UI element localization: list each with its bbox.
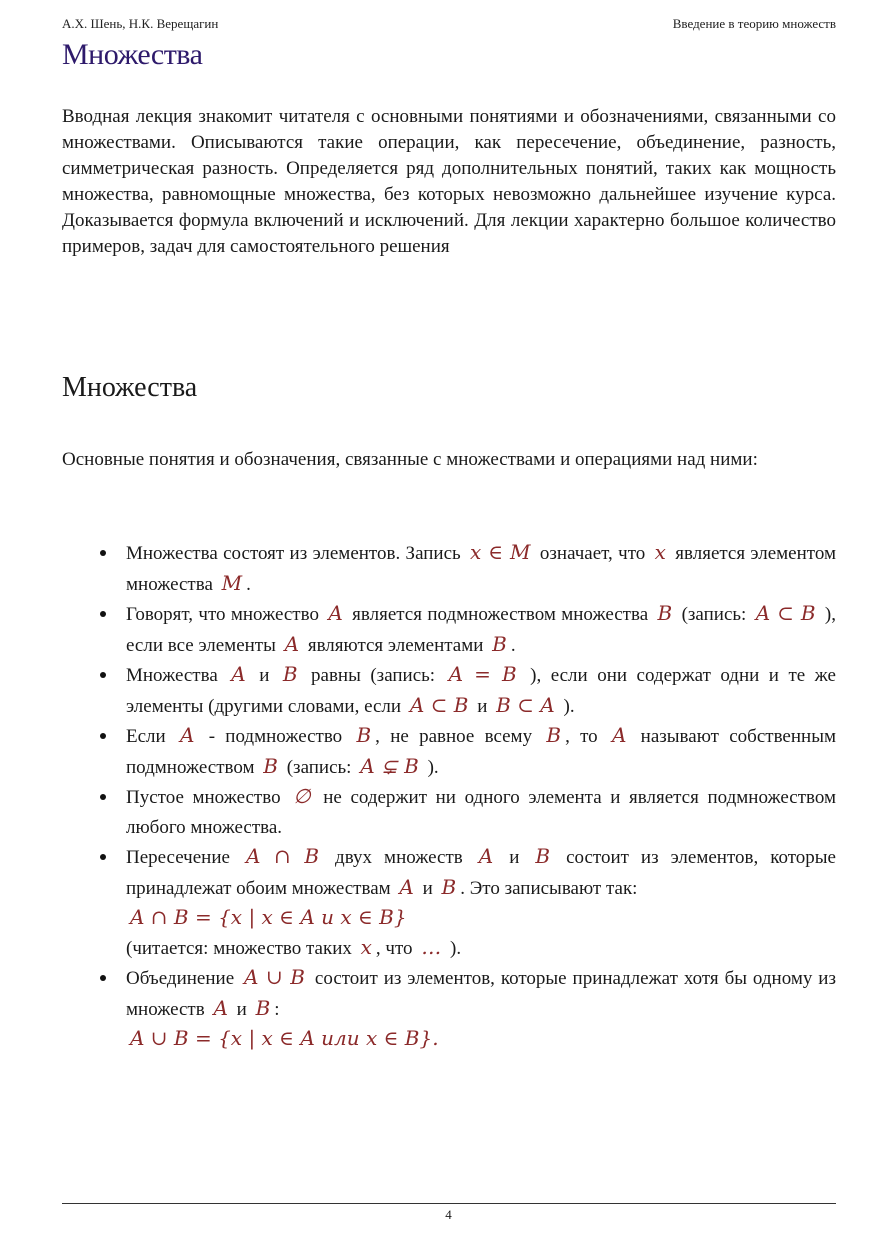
math-formula: B: [657, 601, 673, 625]
item-text: равны (запись:: [301, 665, 445, 686]
item-text: Объединение: [126, 968, 241, 989]
footer-divider: [62, 1203, 836, 1204]
list-item: [126, 599, 836, 660]
item-text: ).: [422, 756, 439, 778]
math-formula: A ⊂ B: [409, 692, 469, 717]
item-text: , то: [565, 726, 608, 747]
item-text: является подмножеством множества: [346, 604, 654, 625]
math-formula: …: [421, 934, 442, 959]
item-text: (читается: множество таких: [126, 937, 357, 959]
math-formula: B: [356, 723, 372, 747]
math-formula: B ⊂ A: [496, 692, 555, 717]
math-formula: A: [213, 995, 228, 1020]
item-text: и: [249, 665, 279, 686]
running-header: [62, 16, 836, 32]
item-text: означает, что: [534, 543, 651, 564]
page-title: Множества: [62, 38, 203, 71]
math-formula: x: [360, 934, 372, 959]
item-text: не содержит ни одного элемента и является подмножеством любого множества.: [126, 787, 836, 838]
list-item: [126, 842, 836, 963]
item-text: состоит из элементов, которые принадлежат обоим множествам: [126, 847, 836, 899]
item-text: . Это записывают так:: [460, 877, 638, 899]
math-formula: A: [478, 844, 494, 868]
math-formula: B: [255, 995, 271, 1020]
page-number: 4: [445, 1207, 452, 1222]
definitions-list: [62, 538, 836, 1054]
item-text: ).: [558, 695, 575, 717]
item-text: называют собственным подмножеством: [126, 726, 836, 778]
item-text: (запись:: [281, 756, 357, 778]
item-text: является элементом множества: [126, 543, 837, 595]
item-text: :: [274, 998, 280, 1020]
math-formula: A: [284, 631, 300, 656]
math-formula: A ∪ B: [244, 965, 305, 989]
list-item: [126, 660, 836, 721]
math-formula: x ∈ M: [470, 540, 531, 564]
math-display-formula: A ∪ B = {x | x ∈ A или x ∈ B}.: [130, 1026, 439, 1050]
intro-paragraph: Вводная лекция знакомит читателя с основными понятиями и обозначениями, связанными со множествами. Описываются такие операции, как пересечение, объединение, разность, симметрическая разность. Определяется ряд дополнительных понятий, таких как мощность множества, равномощные множества, без которых невозможно дальнейшее изучение курса. Доказывается формула включений и исключений. Для лекции характерно большое количество примеров, задач для самостоятельного решения: [62, 106, 836, 257]
math-formula: A: [611, 723, 627, 747]
math-formula: A: [399, 874, 414, 899]
item-text: и: [472, 695, 493, 717]
header-course: Введение в теорию множеств: [672, 16, 836, 31]
math-formula: B: [546, 723, 562, 747]
math-formula: M: [221, 570, 243, 595]
item-text: Пустое множество: [126, 787, 290, 808]
item-text: (запись:: [676, 604, 752, 625]
math-formula: B: [263, 753, 278, 778]
item-text: состоит из элементов, которые принадлежат хотя бы одному из множеств: [126, 968, 836, 1020]
header-authors: А.Х. Шень, Н.К. Верещагин: [62, 16, 219, 31]
item-text: ), если они содержат одни и те же элементы (другими словами, если: [126, 665, 836, 717]
math-formula: ∅: [293, 784, 311, 808]
item-text: Пересечение: [126, 847, 242, 868]
item-text: , не равное всему: [375, 726, 543, 747]
item-text: и: [417, 877, 438, 899]
math-formula: A = B: [448, 662, 517, 686]
item-text: ), если все элементы: [126, 604, 836, 656]
math-formula: A ⊂ B: [755, 601, 816, 625]
item-text: Множества: [126, 665, 228, 686]
math-formula: B: [282, 662, 298, 686]
math-formula: A: [328, 601, 343, 625]
item-text: .: [510, 634, 516, 656]
item-text: Множества состоят из элементов. Запись: [126, 543, 467, 564]
list-item: [126, 721, 836, 782]
item-text: Говорят, что множество: [126, 604, 325, 625]
math-formula: A ∩ B: [245, 844, 320, 868]
math-formula: B: [535, 844, 551, 868]
section-heading: Множества: [62, 372, 198, 403]
item-text: ).: [445, 937, 462, 959]
section-intro: Основные понятия и обозначения, связанные с множествами и операциями над ними:: [62, 449, 758, 470]
item-text: , что: [375, 937, 418, 959]
math-formula: B: [441, 874, 457, 899]
item-text: Если: [126, 726, 176, 747]
list-item: [126, 782, 836, 842]
item-text: - подмножество: [198, 726, 353, 747]
list-item: [126, 963, 836, 1054]
math-formula: A: [179, 723, 195, 747]
math-display-formula: A ∩ B = {x | x ∈ A и x ∈ B}: [130, 905, 407, 929]
item-text: и: [497, 847, 532, 868]
item-text: являются элементами: [303, 634, 489, 656]
item-text: и: [231, 998, 252, 1020]
math-formula: B: [492, 631, 507, 656]
math-formula: A: [231, 662, 246, 686]
math-formula: A ⊊ B: [360, 753, 419, 778]
math-formula: x: [654, 540, 666, 564]
list-item: [126, 538, 836, 599]
item-text: двух множеств: [323, 847, 475, 868]
item-text: .: [246, 573, 251, 595]
